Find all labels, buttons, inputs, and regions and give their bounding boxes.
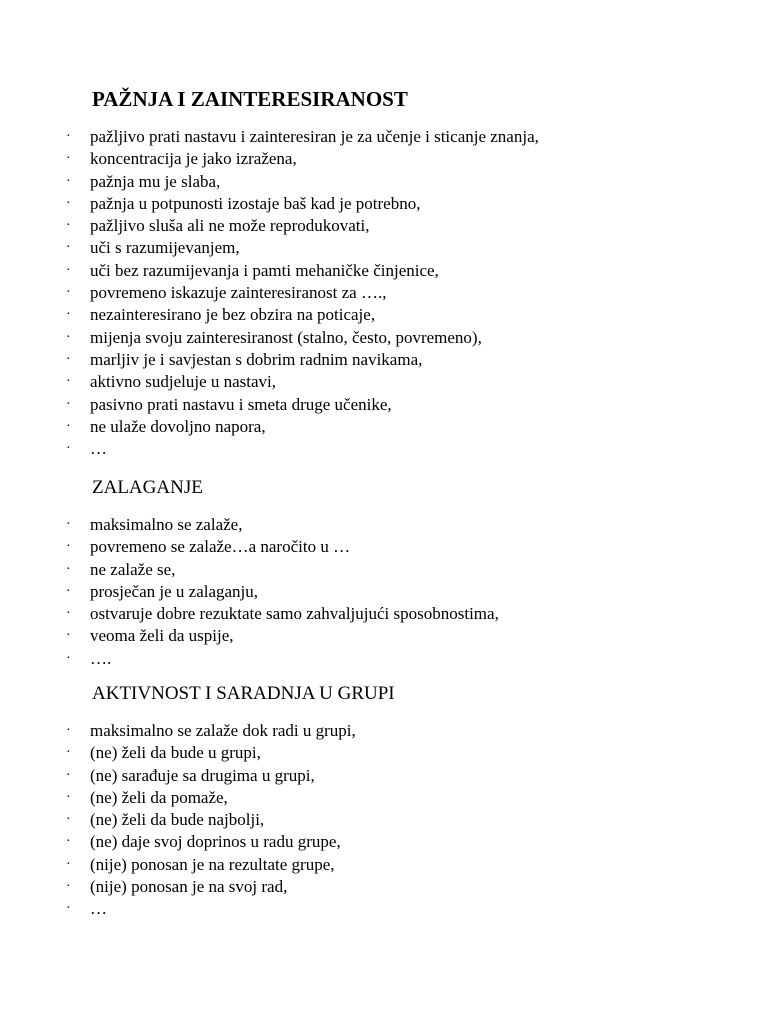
list-item-text: uči s razumijevanjem,: [90, 238, 240, 258]
bullet-icon: ·: [66, 129, 71, 144]
list-item-text: (ne) želi da pomaže,: [90, 787, 228, 807]
list-item-text: maksimalno se zalaže dok radi u grupi,: [90, 721, 356, 740]
list-item-text: prosječan je u zalaganju,: [90, 581, 259, 601]
bullet-icon: ·: [66, 374, 71, 390]
list-item-text: …: [90, 439, 107, 459]
list-item-text: mijenja svoju zainteresiranost (stalno, često, povremeno),: [90, 327, 482, 347]
list-item-text: pažljivo sluša ali ne može reprodukovati,: [90, 216, 370, 236]
list-item-text: aktivno sudjeluje u nastavi,: [90, 372, 277, 392]
list-item-text: nezainteresirano je bez obzira na poticaje,: [90, 305, 376, 325]
list-item-text: pažljivo prati nastavu i zainteresiran je za učenje i sticanje znanja,: [90, 127, 539, 146]
section-heading-group-work: AKTIVNOST I SARADNJA U GRUPI: [92, 683, 395, 704]
bullet-icon: ·: [66, 723, 71, 738]
bullet-icon: ·: [66, 789, 71, 805]
list-item-text: (ne) daje svoj doprinos u radu grupe,: [90, 832, 341, 852]
list-item-text: (nije) ponosan je na svoj rad,: [90, 877, 288, 897]
list-item-text: pasivno prati nastavu i smeta druge učenike,: [90, 394, 392, 414]
bullet-icon: ·: [66, 650, 71, 666]
list-item-text: veoma želi da uspije,: [90, 626, 234, 646]
list-item-text: pažnja u potpunosti izostaje baš kad je potrebno,: [90, 193, 421, 213]
list-item-text: uči bez razumijevanja i pamti mehaničke činjenice,: [90, 260, 439, 280]
bullet-icon: ·: [66, 834, 71, 850]
list-item-text: (ne) sarađuje sa drugima u grupi,: [90, 765, 315, 785]
bullet-icon: ·: [66, 606, 71, 622]
bullet-icon: ·: [66, 812, 71, 828]
bullet-icon: ·: [66, 745, 71, 761]
list-item-text: povremeno se zalaže…a naročito u …: [90, 537, 351, 557]
list-item-text: povremeno iskazuje zainteresiranost za ….,: [90, 283, 387, 303]
bullet-icon: ·: [66, 329, 71, 345]
list-item-text: (ne) želi da bude najbolji,: [90, 810, 265, 830]
list-item-text: ostvaruje dobre rezuktate samo zahvaljujući sposobnostima,: [90, 604, 499, 624]
bullet-icon: ·: [66, 418, 71, 434]
bullet-icon: ·: [66, 561, 71, 577]
bullet-icon: ·: [66, 879, 71, 895]
bullet-icon: ·: [66, 856, 71, 872]
list-item-text: koncentracija je jako izražena,: [90, 149, 297, 169]
list-item-text: pažnja mu je slaba,: [90, 171, 221, 191]
list-item-text: ne zalaže se,: [90, 559, 176, 579]
list-item-text: …: [90, 899, 107, 919]
bullet-icon: ·: [66, 539, 71, 555]
list-item-text: ….: [90, 648, 112, 668]
bullet-icon: ·: [66, 240, 71, 256]
bullet-icon: ·: [66, 901, 71, 917]
list-item-text: (nije) ponosan je na rezultate grupe,: [90, 854, 335, 874]
bullet-icon: ·: [66, 628, 71, 644]
section-heading-effort: ZALAGANJE: [92, 477, 203, 498]
bullet-icon: ·: [66, 151, 71, 167]
bullet-icon: ·: [66, 583, 71, 599]
list-item-text: (ne) želi da bude u grupi,: [90, 743, 261, 763]
bullet-icon: ·: [66, 396, 71, 412]
bullet-icon: ·: [66, 307, 71, 323]
bullet-icon: ·: [66, 351, 71, 367]
list-item-text: maksimalno se zalaže,: [90, 515, 243, 534]
bullet-icon: ·: [66, 173, 71, 189]
bullet-icon: ·: [66, 517, 71, 532]
section-heading-attention: PAŽNJA I ZAINTERESIRANOST: [92, 87, 408, 111]
list-item-text: marljiv je i savjestan s dobrim radnim navikama,: [90, 349, 423, 369]
bullet-icon: ·: [66, 767, 71, 783]
bullet-icon: ·: [66, 441, 71, 457]
bullet-icon: ·: [66, 262, 71, 278]
bullet-icon: ·: [66, 195, 71, 211]
bullet-icon: ·: [66, 218, 71, 234]
list-item-text: ne ulaže dovoljno napora,: [90, 416, 266, 436]
bullet-icon: ·: [66, 285, 71, 301]
